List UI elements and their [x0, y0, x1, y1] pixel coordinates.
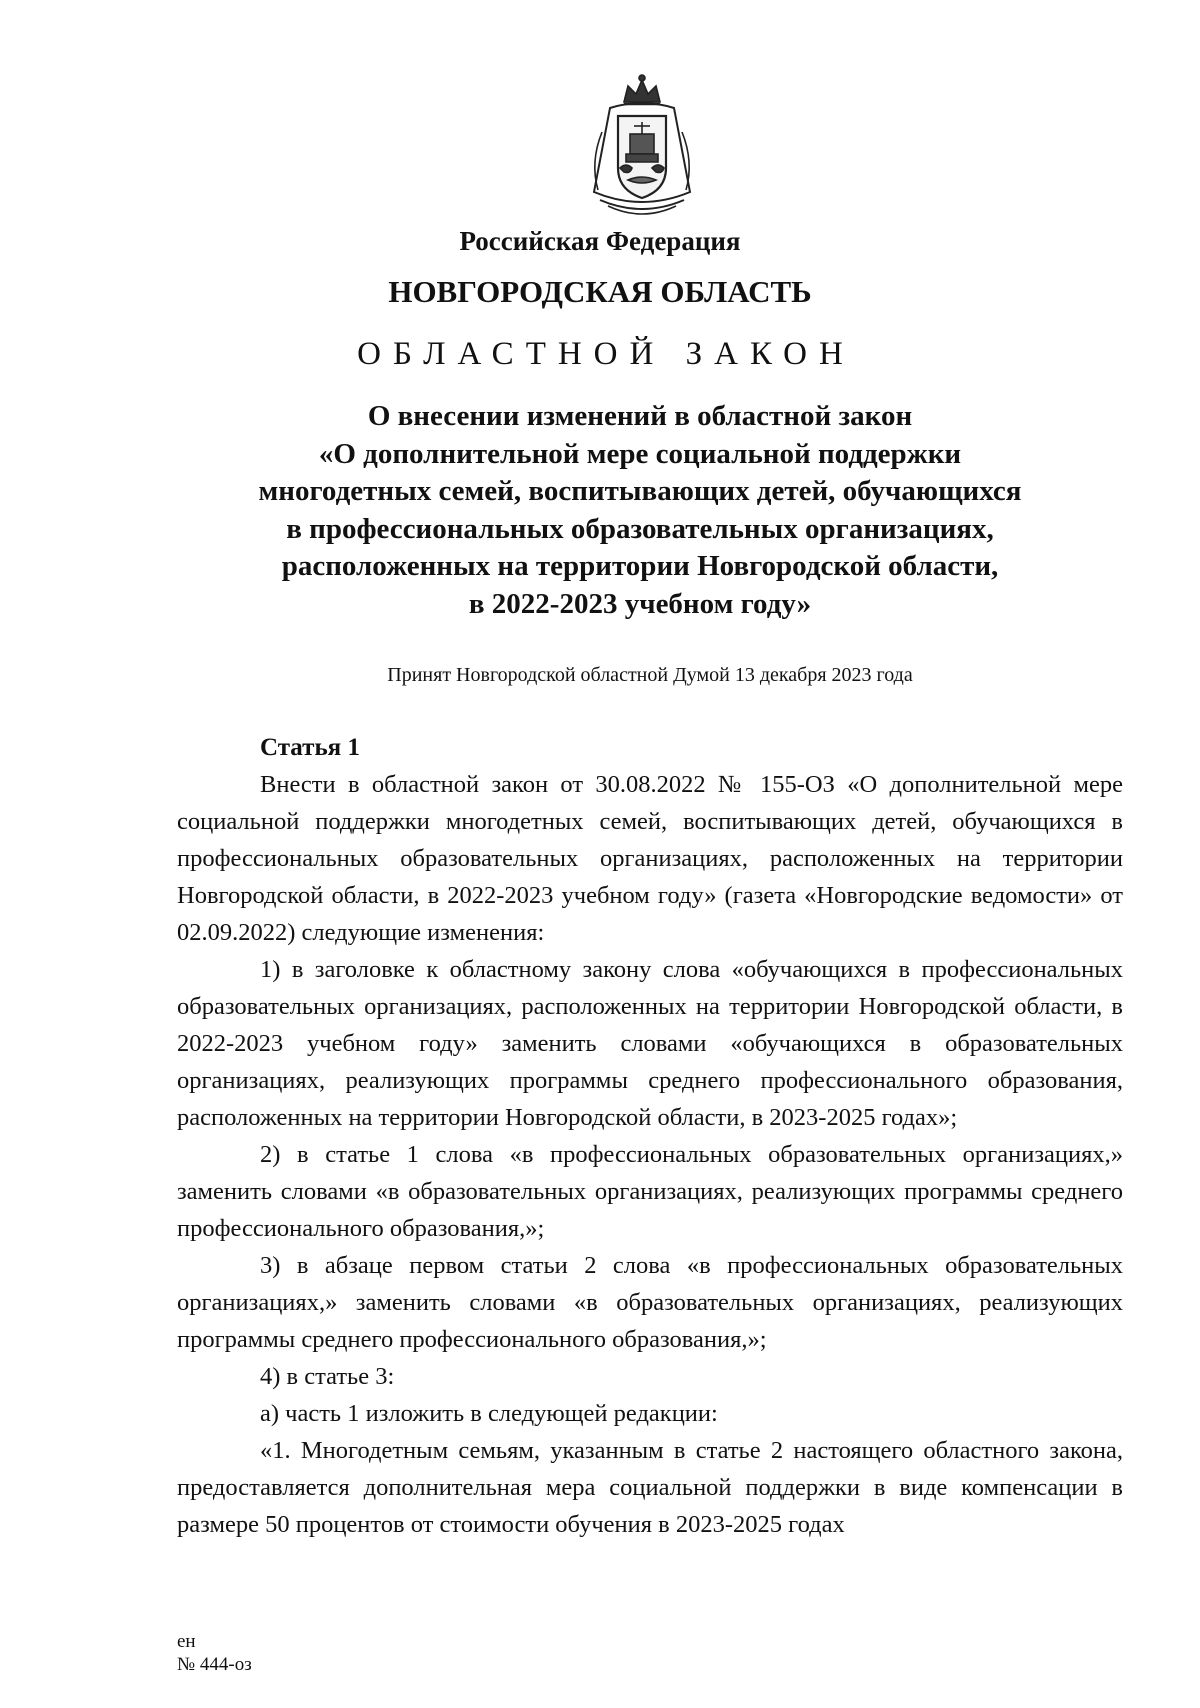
adoption-note: Принят Новгородской областной Думой 13 декабря 2023 года [387, 664, 913, 686]
country-name: Российская Федерация [459, 226, 741, 256]
article-paragraph: 1) в заголовке к областному закону слова «обучающихся в профессиональных образовательных организациях, расположенных на территории Новгородской области, в 2022-2023 учебном году» заменить словами «обучающихся в образовательных организациях, реализующих программы среднего профессионального образования, расположенных на территории Новгородской области, в 2023-2025 годах»; [177, 956, 1123, 1131]
article-heading: Статья 1 [260, 734, 360, 761]
law-title-line: О внесении изменений в областной закон [367, 400, 913, 432]
article-paragraph: 4) в статье 3: [260, 1363, 395, 1390]
footer-law-number: № 444-оз [177, 1654, 252, 1675]
article-paragraph: «1. Многодетным семьям, указанным в статье 2 настоящего областного закона, предоставляется дополнительная мера социальной поддержки в виде компенсации в размере 50 процентов от стоимости обучения в 2023-2025 годах [177, 1437, 1123, 1538]
article-paragraph: Внести в областной закон от 30.08.2022 № 155-ОЗ «О дополнительной мере социальной поддержки многодетных семей, воспитывающих детей, обучающихся в профессиональных образовательных организациях, расположенных на территории Новгородской области, в 2022-2023 учебном году» (газета «Новгородские ведомости» от 02.09.2022) следующие изменения: [177, 771, 1123, 946]
article-paragraph: 2) в статье 1 слова «в профессиональных образовательных организациях,» заменить словами «в образовательных организациях, реализующих программы среднего профессионального образования,»; [177, 1141, 1123, 1242]
article-body [177, 766, 1123, 1543]
law-title-line: расположенных на территории Новгородской области, [281, 550, 999, 582]
article-paragraph: а) часть 1 изложить в следующей редакции: [260, 1400, 718, 1427]
document-type: ОБЛАСТНОЙ ЗАКОН [357, 336, 855, 372]
law-title-line: «О дополнительной мере социальной поддержки [318, 437, 962, 470]
article-paragraph: 3) в абзаце первом статьи 2 слова «в профессиональных образовательных организациях,» заменить словами «в образовательных организациях, реализующих программы среднего профессионального образования,»; [177, 1252, 1123, 1353]
law-title [200, 398, 1080, 623]
footer-code [177, 1630, 252, 1676]
law-title-line: в 2022-2023 учебном году» [468, 587, 812, 620]
law-title-line: в профессиональных образовательных организациях, [286, 512, 994, 545]
region-name: НОВГОРОДСКАЯ ОБЛАСТЬ [388, 274, 812, 309]
law-title-line: многодетных семей, воспитывающих детей, обучающихся [258, 475, 1022, 507]
coat-of-arms-icon [580, 72, 704, 222]
footer-initials: ен [177, 1631, 196, 1652]
